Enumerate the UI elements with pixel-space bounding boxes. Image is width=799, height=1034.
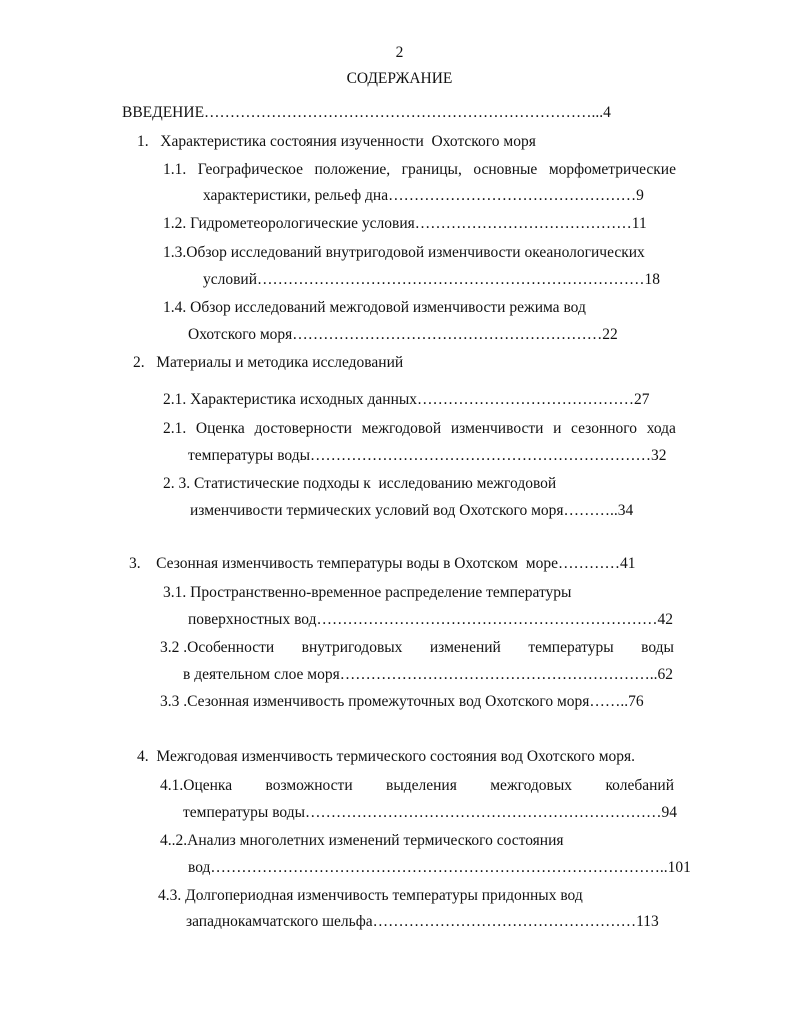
page-title: СОДЕРЖАНИЕ	[346, 70, 453, 87]
toc-section-4-2-cont: вод……………………………………………………………………………..101	[188, 859, 691, 876]
toc-section-1-3-cont: условий…………………………………………………………………18	[203, 271, 661, 288]
toc-section-2-1: 2.1. Характеристика исходных данных……………………………………27	[163, 391, 650, 408]
toc-section-4-2: 4..2.Анализ многолетних изменений термического состояния	[160, 832, 564, 849]
toc-chapter-3: 3. Сезонная изменчивость температуры воды в Охотском море…………41	[129, 555, 636, 572]
toc-section-3-1-cont: поверхностных вод…………………………………………………………42	[188, 611, 673, 628]
toc-section-1-4-cont: Охотского моря……………………………………………………22	[188, 326, 618, 343]
toc-section-1-4: 1.4. Обзор исследований межгодовой изменчивости режима вод	[163, 299, 586, 316]
toc-chapter-2: 2. Материалы и методика исследований	[133, 354, 404, 371]
toc-intro: ВВЕДЕНИЕ…………………………………………………………………...4	[122, 104, 611, 121]
toc-section-1-1-cont: характеристики, рельеф дна…………………………………………9	[203, 187, 644, 204]
toc-section-2-3: 2. 3. Статистические подходы к исследованию межгодовой	[163, 475, 557, 492]
toc-section-1-2: 1.2. Гидрометеорологические условия……………………………………11	[163, 215, 647, 232]
toc-section-4-1-cont: температуры воды……………………………………………………………94	[183, 804, 678, 821]
page-number: 2	[395, 44, 404, 61]
toc-section-3-2: 3.2 .Особенности внутригодовых изменений температуры воды	[160, 639, 674, 656]
toc-section-3-1: 3.1. Пространственно-временное распределение температуры	[163, 584, 572, 601]
toc-section-3-3: 3.3 .Сезонная изменчивость промежуточных вод Охотского моря……..76	[160, 693, 644, 710]
toc-section-4-3-cont: западнокамчатского шельфа……………………………………………113	[186, 913, 659, 930]
toc-section-1-1: 1.1. Географическое положение, границы, основные морфометрические	[163, 161, 676, 178]
toc-section-2-2-cont: температуры воды…………………………………………………………32	[188, 447, 667, 464]
toc-section-2-3-cont: изменчивости термических условий вод Охотского моря………..34	[190, 502, 634, 519]
toc-chapter-1: 1. Характеристика состояния изученности Охотского моря	[137, 133, 536, 150]
toc-section-4-1: 4.1.Оценка возможности выделения межгодовых колебаний	[160, 777, 674, 794]
toc-section-4-3: 4.3. Долгопериодная изменчивость температуры придонных вод	[158, 887, 583, 904]
toc-section-1-3: 1.3.Обзор исследований внутригодовой изменчивости океанологических	[163, 244, 645, 261]
toc-section-3-2-cont: в деятельном слое моря……………………………………………………..62	[183, 666, 673, 683]
toc-chapter-4: 4. Межгодовая изменчивость термического состояния вод Охотского моря.	[137, 748, 636, 765]
toc-section-2-2: 2.1. Оценка достоверности межгодовой изменчивости и сезонного хода	[163, 420, 676, 437]
